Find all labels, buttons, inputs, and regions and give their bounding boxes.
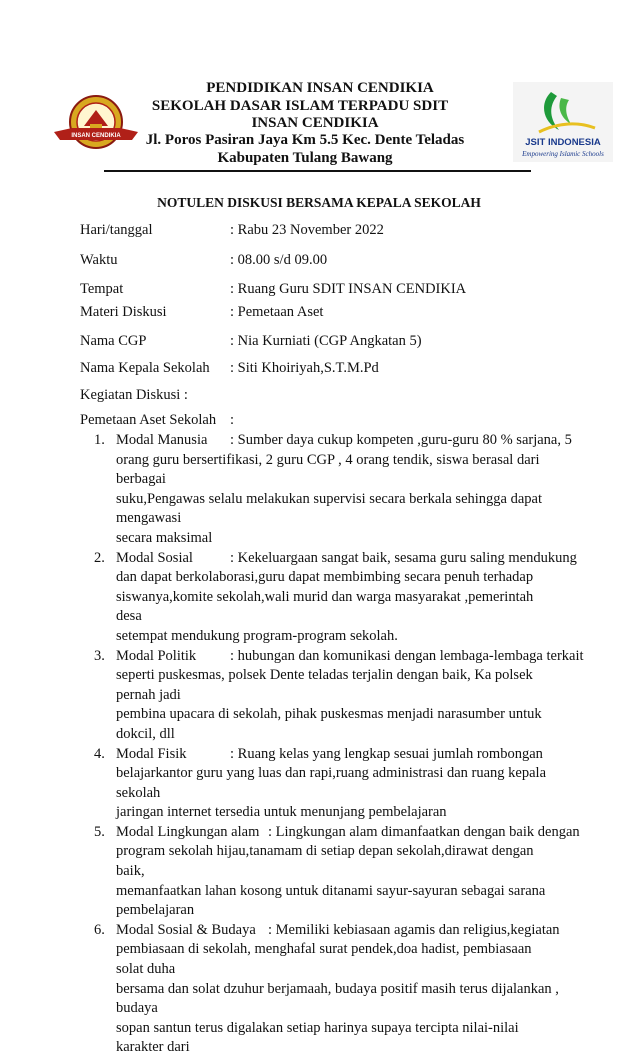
item-line: jaringan internet tersedia untuk menunjang pembelajaran [116,804,447,821]
field-label-date: Hari/tanggal [80,222,153,238]
item-line: pembina upacara di sekolah, pihak puskesmas menjadi narasumber untuk dokcil, dll [116,706,542,742]
field-label-place: Tempat [80,281,124,297]
field-value-principal: : Siti Khoiriyah,S.T.M.Pd [230,360,379,376]
item-number: 5. [94,823,105,840]
item-first-line: : Kekeluargaan sangat baik, sesama guru saling mendukung [230,549,577,566]
list-item [80,647,584,745]
jsit-logo-title: JSIT INDONESIA [525,137,601,148]
letterhead-address: Jl. Poros Pasiran Jaya Km 5.5 Kec. Dente Teladas [145,132,465,148]
item-line: suku,Pengawas selalu melakukan supervisi secara berkala sehingga dapat mengawasi [116,490,542,527]
letterhead-line-1: PENDIDIKAN INSAN CENDIKIA [206,80,434,96]
item-first-line: : Ruang kelas yang lengkap sesuai jumlah rombongan [230,745,543,762]
school-logo-icon [52,88,140,156]
item-line: dan dapat berkolaborasi,guru dapat membimbing secara penuh terhadap [116,569,534,586]
field-value-date: : Rabu 23 November 2022 [230,222,384,238]
list-item [80,823,580,921]
item-line: orang guru bersertifikasi, 2 guru CGP , 4 orang tendik, siswa berasal dari berbagai [116,451,540,488]
logo-ribbon-text: INSAN CENDIKIA [71,133,121,139]
letterhead-line-2: SEKOLAH DASAR ISLAM TERPADU SDIT [151,98,449,114]
item-number: 2. [94,549,105,566]
item-first-line: : Sumber daya cukup kompeten ,guru-guru 80 % sarjana, 5 [230,432,572,448]
item-label: Modal Sosial [116,549,193,566]
list-item [80,431,572,549]
item-label: Modal Manusia [116,432,208,448]
item-label: Modal Politik [116,647,197,664]
list-item [80,921,560,1058]
field-label-time: Waktu [80,252,118,268]
item-line: setempat mendukung program-program sekolah. [116,627,398,644]
field-label-topic: Materi Diskusi [80,304,167,320]
item-label: Modal Lingkungan alam [116,823,260,840]
item-number: 6. [94,921,105,938]
item-line: sopan santun terus digalakan setiap harinya supaya tercipta nilai-nilai karakter dari [116,1019,519,1056]
item-line: memanfaatkan lahan kosong untuk ditanami sayur-sayuran sebagai sarana [116,882,546,899]
item-line: seperti puskesmas, polsek Dente teladas terjalin dengan baik, Ka polsek pernah jadi [116,667,533,703]
pemetaan-colon: : [230,412,235,428]
item-number: 3. [94,647,105,664]
item-line: pembelajaran [116,902,195,919]
asset-list [80,431,584,1058]
field-value-place: : Ruang Guru SDIT INSAN CENDIKIA [230,281,467,297]
kegiatan-heading: Kegiatan Diskusi : [80,387,188,403]
item-line: bersama dan solat dzuhur berjamaah, budaya positif masih terus dijalankan , budaya [116,980,559,1017]
letterhead-divider [104,170,531,172]
item-line: program sekolah hijau,tanamam di setiap depan sekolah,dirawat dengan baik, [116,843,534,880]
letterhead-line-3: INSAN CENDIKIA [251,115,379,131]
item-number: 4. [94,745,105,762]
field-label-principal: Nama Kepala Sekolah [80,360,210,376]
item-line: pembiasaan di sekolah, menghafal surat pendek,doa hadist, pembiasaan solat duha [116,941,532,978]
list-item [80,549,577,647]
item-first-line: : Lingkungan alam dimanfaatkan dengan baik dengan [268,823,580,840]
item-number: 1. [94,432,105,448]
document-title: NOTULEN DISKUSI BERSAMA KEPALA SEKOLAH [157,195,481,210]
item-first-line: : hubungan dan komunikasi dengan lembaga-lembaga terkait [230,647,584,664]
field-value-topic: : Pemetaan Aset [230,304,324,320]
field-label-cgp: Nama CGP [80,333,147,349]
item-label: Modal Fisik [116,745,187,762]
jsit-logo-tagline: Empowering Islamic Schools [522,150,604,158]
item-first-line: : Memiliki kebiasaan agamis dan religius,kegiatan [268,921,560,938]
letterhead-regency: Kabupaten Tulang Bawang [217,150,393,166]
field-value-cgp: : Nia Kurniati (CGP Angkatan 5) [230,333,422,349]
item-label: Modal Sosial & Budaya [116,921,256,938]
item-line: siswanya,komite sekolah,wali murid dan warga masyarakat ,pemerintah desa [116,588,534,625]
item-line: belajarkantor guru yang luas dan rapi,ruang administrasi dan ruang kepala sekolah [116,765,547,801]
pemetaan-heading: Pemetaan Aset Sekolah [80,412,217,428]
list-item [80,745,560,823]
item-line: secara maksimal [116,529,213,546]
field-value-time: : 08.00 s/d 09.00 [230,252,328,268]
